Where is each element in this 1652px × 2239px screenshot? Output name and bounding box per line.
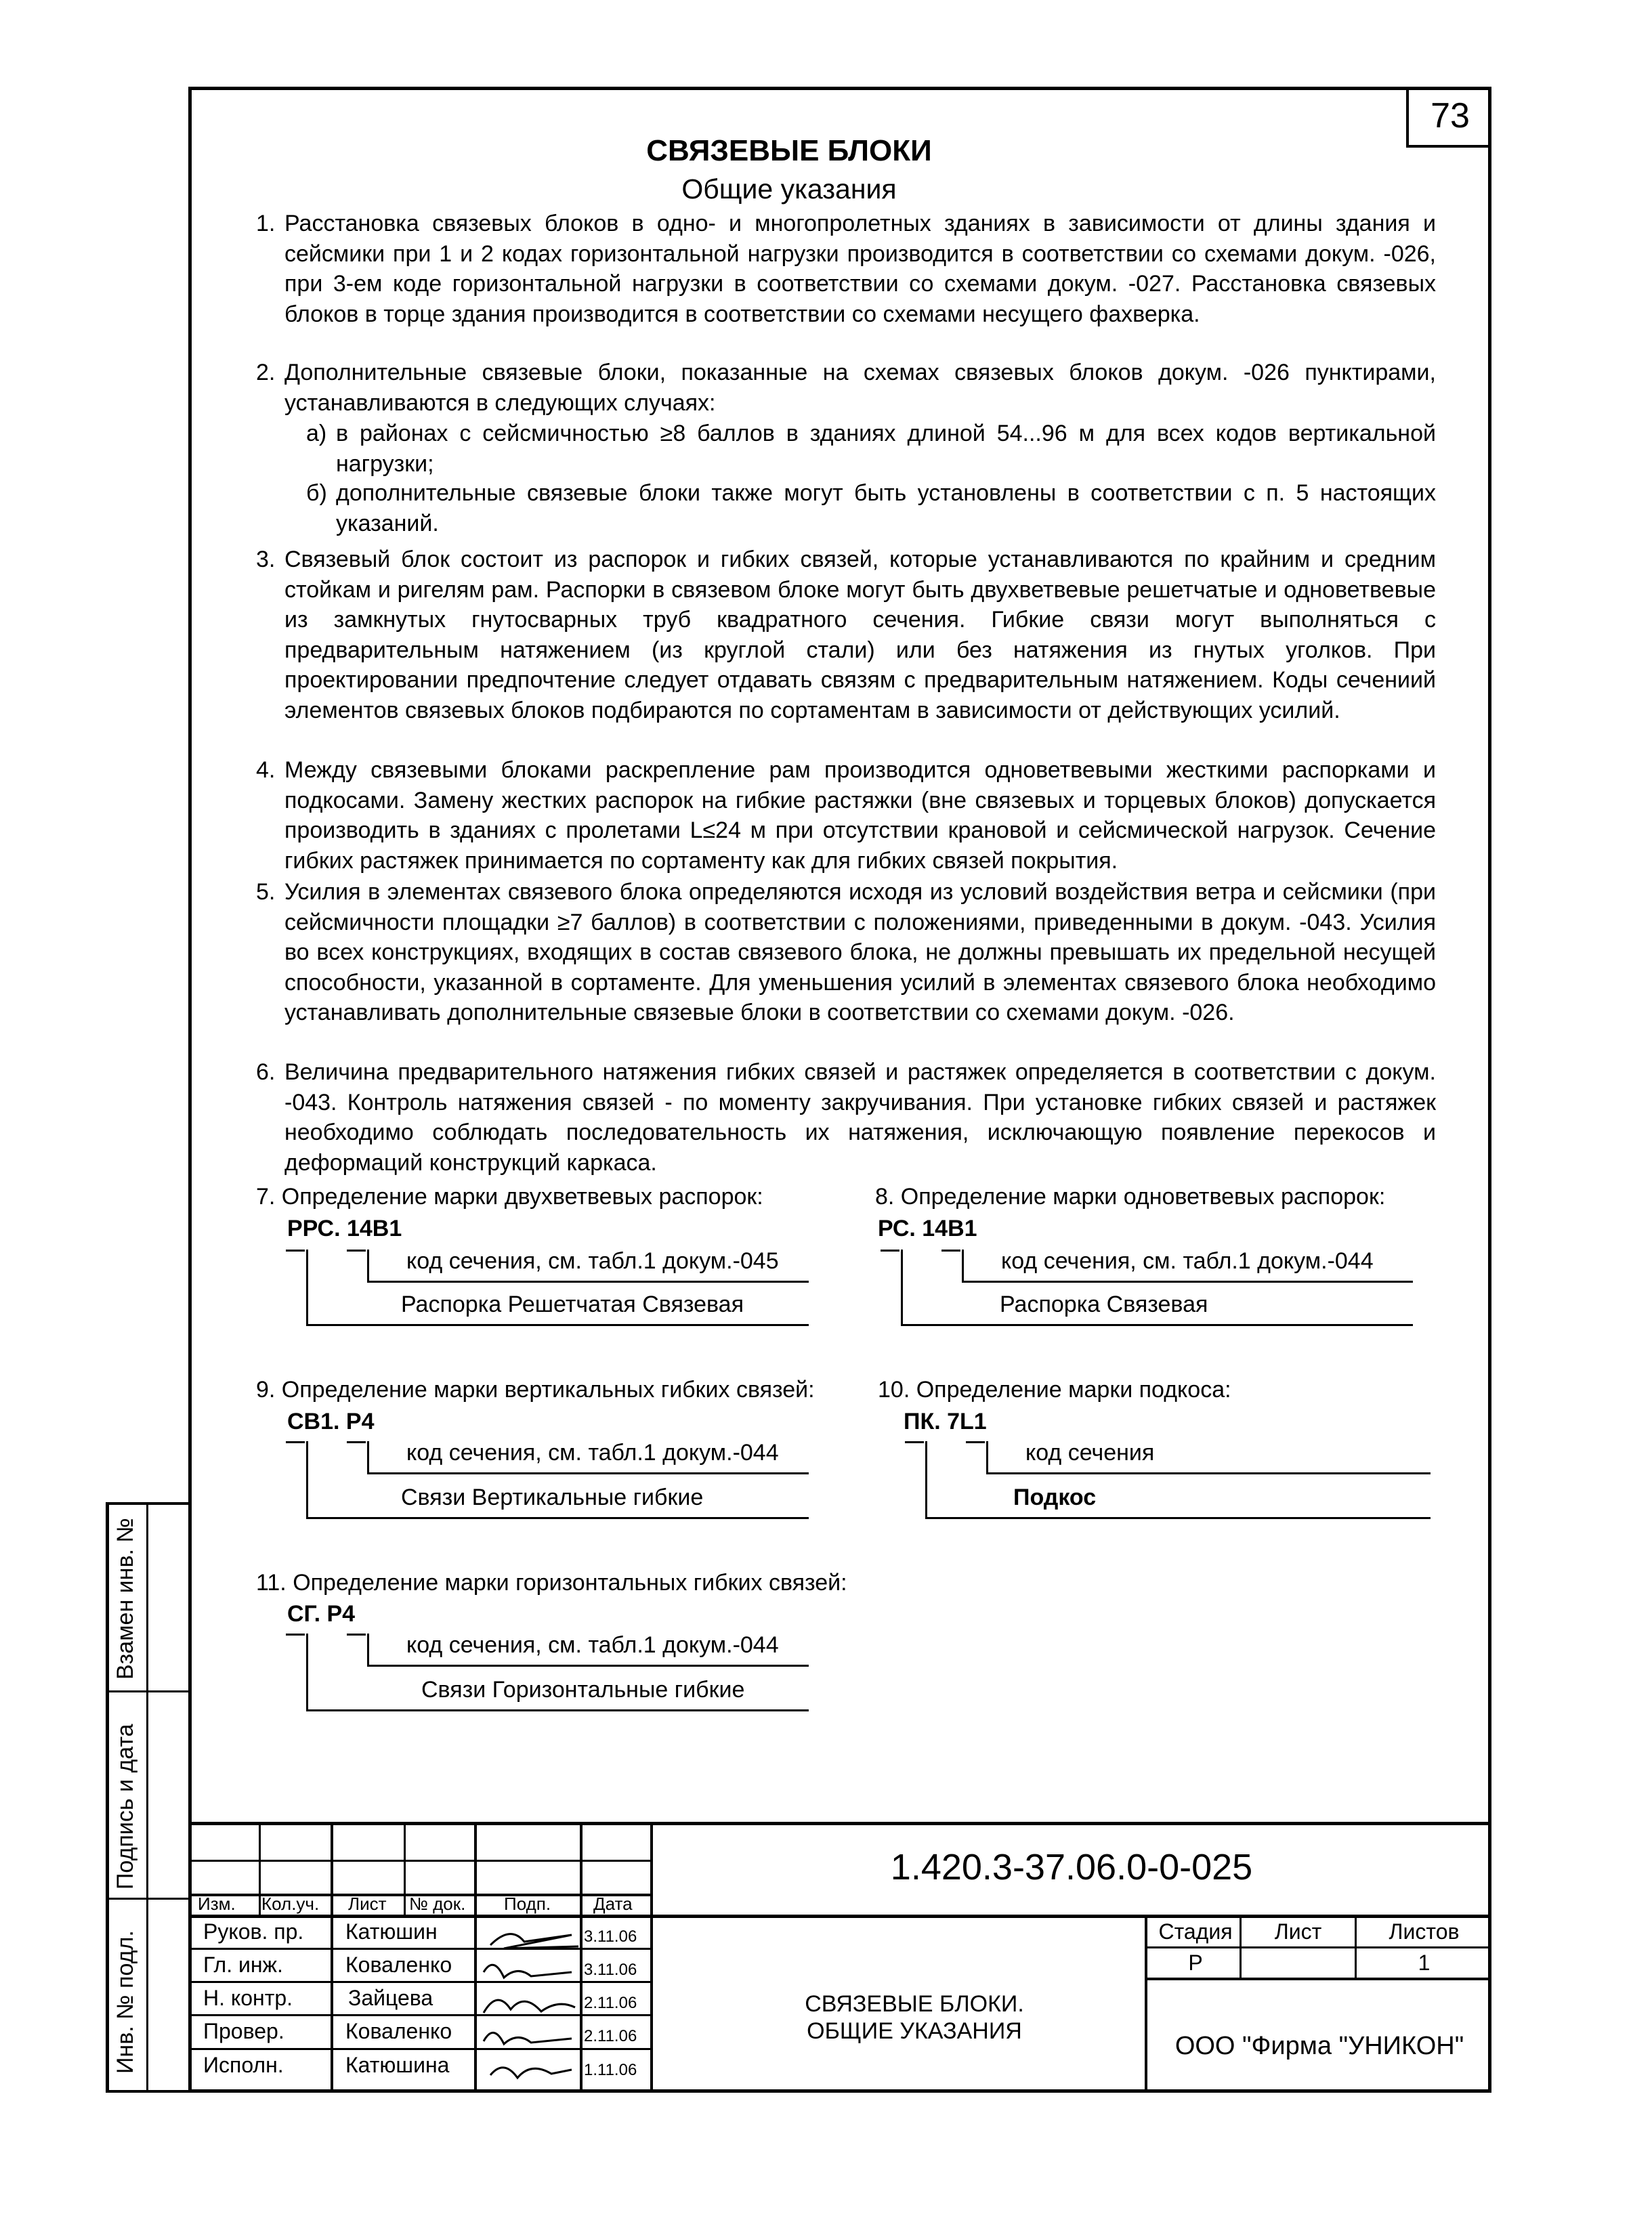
mark-9-meaning: Связи Вертикальные гибкие	[401, 1485, 704, 1510]
mark-8-code: РС. 14В1	[878, 1216, 977, 1241]
stamp-top-line	[188, 1822, 1491, 1825]
page-number: 73	[1406, 87, 1491, 148]
header-doc-no: № док.	[409, 1894, 466, 1914]
paragraph-1: 1. Расстановка связевых блоков в одно- и многопролетных зданиях в зависимости от длины здания и сейсмики при 1 и 2 кодах горизонтальной нагрузки производится в соответствии со схемами докум. -026, при 3-ем коде горизонтальной нагрузки в соответствии со схемами докум. -027. Расстановка связевых блоков в торце здания производится в соответствии со схемами несущего фахверка.	[256, 211, 1436, 327]
mark-7-line1	[367, 1281, 809, 1283]
side-strip-div1	[106, 1690, 188, 1692]
mark-7-line2	[306, 1324, 809, 1326]
stamp-h1	[188, 1860, 652, 1862]
role-2: Гл. инж.	[203, 1953, 283, 1977]
mark-11-line1	[367, 1665, 809, 1667]
mark-9-stem	[306, 1441, 308, 1518]
mark-8-stem2	[962, 1250, 964, 1282]
stamp-right-h1	[1145, 1946, 1491, 1948]
mark-11-code: СГ. Р4	[287, 1601, 356, 1627]
mark-8-meaning: Распорка Связевая	[1000, 1292, 1208, 1317]
date-4: 2.11.06	[584, 2027, 637, 2045]
paragraph-2: 2. Дополнительные связевые блоки, показанные на схемах связевых блоков докум. -026 пунктирами, устанавливаются в следующих случаях:	[256, 360, 1436, 416]
signature-2	[484, 1965, 572, 1978]
name-3: Зайцева	[348, 1986, 433, 2010]
mark-8-heading: 8. Определение марки одноветвевых распорок:	[875, 1184, 1386, 1210]
side-label-signature-date: Подпись и дата	[112, 1724, 138, 1890]
side-strip-left	[106, 1502, 109, 2093]
mark-10-detail: код сечения	[1025, 1440, 1155, 1466]
mark-9-code: СВ1. Р4	[287, 1409, 375, 1434]
mark-9-heading: 9. Определение марки вертикальных гибких связей:	[256, 1377, 815, 1403]
mark-9-stem2	[367, 1441, 369, 1474]
side-label-original-inv: Инв. № подл.	[112, 1930, 138, 2074]
document-code: 1.420.3-37.06.0-0-025	[890, 1847, 1253, 1888]
stamp-v5	[580, 1822, 583, 2093]
mark-10-stem2	[986, 1441, 988, 1474]
stamp-right-h2	[1145, 1978, 1491, 1980]
header-kol-uch: Кол.уч.	[261, 1894, 320, 1914]
page-subtitle: Общие указания	[681, 173, 897, 205]
mark-11-line2	[306, 1709, 809, 1711]
stamp-h6	[188, 2014, 652, 2016]
role-3: Н. контр.	[203, 1986, 293, 2010]
paragraph-2a: а) в районах с сейсмичностью ≥8 баллов в зданиях длиной 54...96 м для всех кодов вертикальной нагрузки;	[306, 421, 1436, 477]
date-5: 1.11.06	[584, 2061, 637, 2079]
mark-10-meaning: Подкос	[1013, 1485, 1097, 1510]
paragraph-3: 3. Связевый блок состоит из распорок и гибких связей, которые устанавливаются по крайним и средним стойкам и ригелям рам. Распорки в связевом блоке могут быть двухветвевые решетчатые и одноветвевые из замкнутых гнутосварных труб квадратного сечения. Гибкие связи могут выполняться с предварительным натяжением (из круглой стали) или без натяжения из гнутых уголков. При проектировании предпочтение следует отдавать связям с предварительным натяжением. Коды сечениий элементов связевых блоков подбираются по сортаментам в зависимости от действующих усилий.	[256, 547, 1436, 723]
header-date: Дата	[593, 1894, 633, 1914]
role-5: Исполн.	[203, 2053, 284, 2077]
mark-8-line2	[901, 1324, 1413, 1326]
mark-10-stem	[925, 1441, 927, 1518]
role-4: Провер.	[203, 2019, 284, 2043]
stamp-h3	[188, 1915, 1491, 1918]
sheet-title-line1: СВЯЗЕВЫЕ БЛОКИ.	[805, 1991, 1024, 2017]
side-strip-bottom	[106, 2090, 188, 2093]
mark-11-stem2	[367, 1634, 369, 1666]
mark-7-meaning: Распорка Решетчатая Связевая	[401, 1292, 744, 1317]
mark-9-line1	[367, 1472, 809, 1474]
mark-11-tick2	[347, 1634, 366, 1636]
sheet-title-line2: ОБЩИЕ УКАЗАНИЯ	[807, 2018, 1022, 2044]
mark-8-line1	[962, 1281, 1413, 1283]
name-2: Коваленко	[345, 1953, 452, 1977]
side-label-replaced-inv: Взамен инв. №	[112, 1518, 138, 1680]
header-signature: Подп.	[504, 1894, 551, 1914]
stamp-v1	[259, 1822, 261, 1915]
side-strip-div2	[106, 1898, 188, 1900]
company-name: ООО "Фирма "УНИКОН"	[1174, 2032, 1464, 2060]
mark-10-line2	[925, 1517, 1431, 1519]
stamp-h4	[188, 1948, 652, 1950]
mark-9-tick	[286, 1441, 305, 1443]
mark-7-heading: 7. Определение марки двухветвевых распорок:	[256, 1184, 763, 1210]
name-5: Катюшина	[345, 2053, 450, 2077]
paragraph-6: 6. Величина предварительного натяжения гибких связей и растяжек определяется в соответствии с докум. -043. Контроль натяжения связей - по моменту закручивания. При установке гибких связей и растяжек необходимо соблюдать последовательность их натяжения, исключающую появление перекосов и деформаций конструкций каркаса.	[256, 1059, 1436, 1176]
mark-11-tick	[286, 1634, 305, 1636]
stage-label: Стадия	[1158, 1919, 1233, 1944]
date-1: 3.11.06	[584, 1927, 637, 1946]
mark-11-heading: 11. Определение марки горизонтальных гибких связей:	[256, 1570, 847, 1596]
mark-7-stem	[306, 1250, 308, 1325]
date-2: 3.11.06	[584, 1961, 637, 1979]
mark-8-tick	[881, 1250, 899, 1252]
header-list: Лист	[348, 1894, 387, 1914]
mark-7-tick	[286, 1250, 305, 1252]
header-izm: Изм.	[198, 1894, 236, 1914]
mark-11-meaning: Связи Горизонтальные гибкие	[421, 1677, 745, 1703]
mark-8-tick2	[941, 1250, 960, 1252]
stamp-h7	[188, 2048, 652, 2050]
stamp-v2	[331, 1822, 333, 2093]
mark-8-stem	[901, 1250, 903, 1325]
signature-4	[484, 2032, 572, 2044]
mark-9-tick2	[347, 1441, 366, 1443]
mark-10-tick2	[966, 1441, 985, 1443]
sheets-label: Листов	[1389, 1919, 1460, 1944]
mark-11-stem	[306, 1634, 308, 1711]
mark-10-tick	[905, 1441, 924, 1443]
paragraph-2b: б) дополнительные связевые блоки также могут быть установлены в соответствии с п. 5 настоящих указаний.	[306, 480, 1436, 536]
sheet-label: Лист	[1274, 1919, 1322, 1944]
paragraph-4: 4. Между связевыми блоками раскрепление рам производится одноветвевыми жесткими распорками и подкосами. Замену жестких распорок на гибкие растяжки (вне связевых и торцевых блоков) допускается производить в зданиях с пролетами L≤24 м при отсутствии крановой и сейсмической нагрузок. Сечение гибких растяжек принимается по сортаменту как для гибких связей покрытия.	[256, 757, 1436, 874]
mark-7-code: РРС. 14В1	[287, 1216, 402, 1241]
signature-5	[490, 2068, 572, 2078]
signature-1	[490, 1934, 578, 1948]
stamp-h5	[188, 1981, 652, 1983]
mark-10-code: ПК. 7L1	[904, 1409, 987, 1434]
page-title: СВЯЗЕВЫЕ БЛОКИ	[646, 134, 932, 167]
signature-3	[484, 2000, 575, 2013]
stage-value: Р	[1188, 1950, 1203, 1975]
mark-10-heading: 10. Определение марки подкоса:	[878, 1377, 1231, 1403]
signatures-svg	[477, 1918, 580, 2091]
stamp-right-v	[1145, 1915, 1147, 2093]
mark-7-detail: код сечения, см. табл.1 докум.-045	[406, 1248, 779, 1274]
mark-7-tick2	[347, 1250, 366, 1252]
mark-10-line1	[986, 1472, 1431, 1474]
mark-9-line2	[306, 1517, 809, 1519]
sheets-value: 1	[1418, 1950, 1431, 1975]
mark-7-stem2	[367, 1250, 369, 1282]
mark-11-detail: код сечения, см. табл.1 докум.-044	[406, 1632, 779, 1658]
mark-9-detail: код сечения, см. табл.1 докум.-044	[406, 1440, 779, 1466]
name-4: Коваленко	[345, 2019, 452, 2043]
role-1: Руков. пр.	[203, 1919, 304, 1944]
side-strip-mid	[146, 1502, 148, 2093]
date-3: 2.11.06	[584, 1994, 637, 2012]
paragraph-5: 5. Усилия в элементах связевого блока определяются исходя из условий воздействия ветра и сейсмики (при сейсмичности площадки ≥7 баллов) в соответствии с положениями, приведенными в докум. -043. Усилия во всех конструкциях, входящих в состав связевого блока, не должны превышать их предельной несущей способности, указанной в сортаменте. Для уменьшения усилий в элементах связевого блока необходимо устанавливать дополнительные связевые блоки в соответствии со схемами докум. -026.	[256, 879, 1436, 1025]
stamp-v3	[404, 1822, 406, 1915]
mark-8-detail: код сечения, см. табл.1 докум.-044	[1001, 1248, 1374, 1274]
name-1: Катюшин	[345, 1919, 438, 1944]
